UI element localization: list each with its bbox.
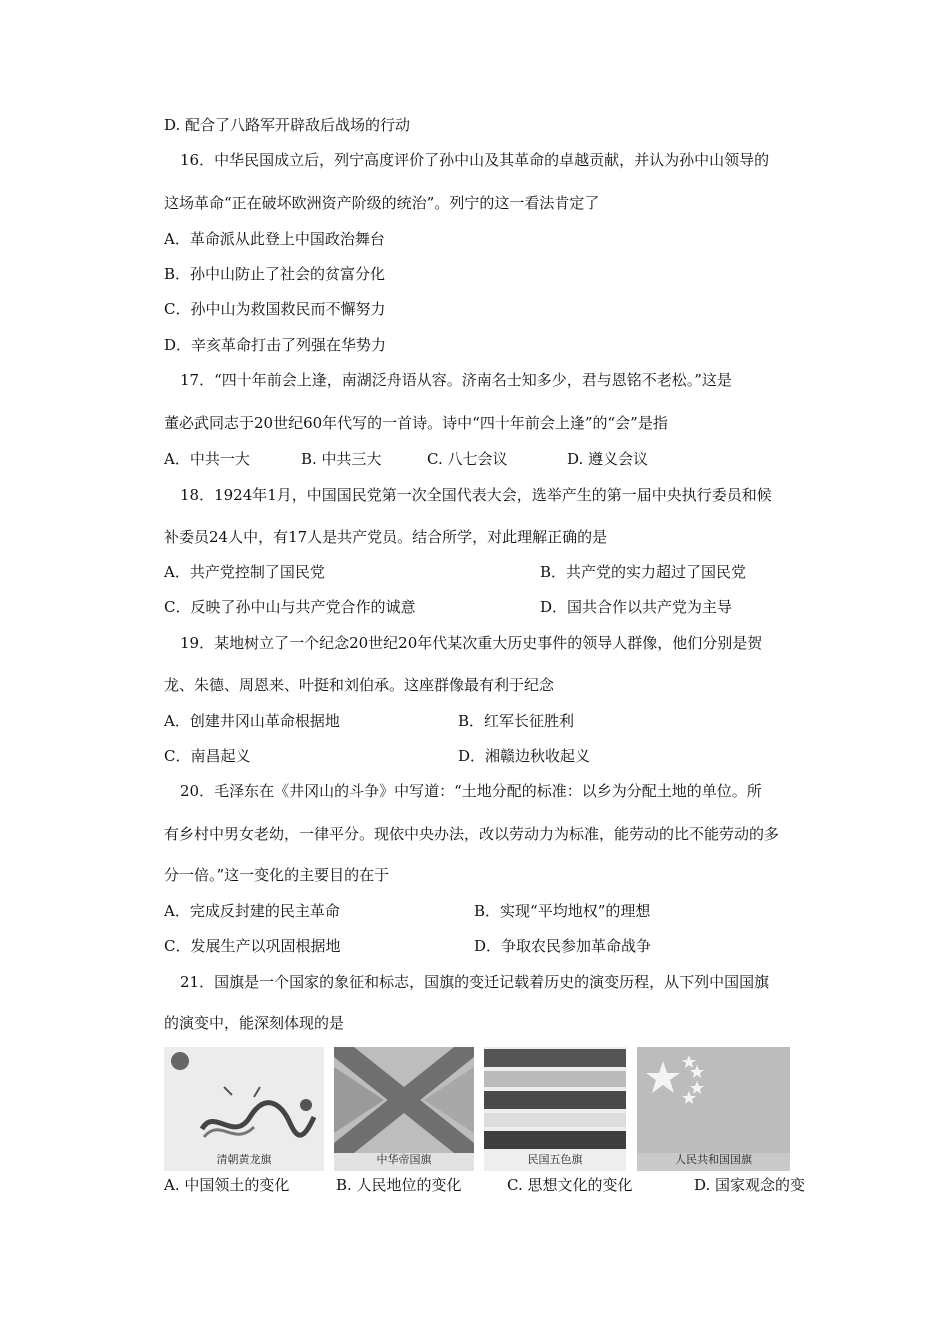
q16-stem-line-2: 这场革命“正在破坏欧洲资产阶级的统治”。列宁的这一看法肯定了 <box>164 194 600 212</box>
q15-option-d: D. 配合了八路军开辟敌后战场的行动 <box>164 116 411 134</box>
q17-option-a: A．中共一大 <box>164 450 250 468</box>
q20-option-d: D．争取农民参加革命战争 <box>474 937 652 955</box>
q18-option-c: C．反映了孙中山与共产党合作的诚意 <box>164 598 416 616</box>
flag-caption-qing: 清朝黄龙旗 <box>216 1153 272 1166</box>
five-color-flag <box>484 1047 626 1171</box>
q19-stem-line-1: 19．某地树立了一个纪念20世纪20年代某次重大历史事件的领导人群像，他们分别是贺 <box>180 634 763 652</box>
q21-option-a: A. 中国领土的变化 <box>164 1176 290 1194</box>
q16-option-d: D．辛亥革命打击了列强在华势力 <box>164 336 387 354</box>
q20-option-c: C．发展生产以巩固根据地 <box>164 937 341 955</box>
q21-option-d: D. 国家观念的变 <box>694 1176 806 1194</box>
q17-option-c: C. 八七会议 <box>427 450 508 468</box>
q21-option-c: C. 思想文化的变化 <box>507 1176 633 1194</box>
q17-stem-line-1: 17．“四十年前会上逢，南湖泛舟语从容。济南名士知多少，君与恩铭不老松。”这是 <box>180 371 732 389</box>
q19-option-d: D．湘赣边秋收起义 <box>458 747 591 765</box>
q17-stem-line-2: 董必武同志于20世纪60年代写的一首诗。诗中“四十年前会上逢”的“会”是指 <box>164 414 668 432</box>
flag-caption-prc: 人民共和国国旗 <box>675 1153 752 1166</box>
prc-flag <box>637 1047 790 1171</box>
q21-option-b: B. 人民地位的变化 <box>336 1176 462 1194</box>
q21-stem-line-2: 的演变中，能深刻体现的是 <box>164 1014 345 1032</box>
q16-option-a: A．革命派从此登上中国政治舞台 <box>164 230 385 248</box>
q17-option-b: B. 中共三大 <box>301 450 382 468</box>
q19-stem-line-2: 龙、朱德、周恩来、叶挺和刘伯承。这座群像最有利于纪念 <box>164 676 555 694</box>
q19-option-b: B．红军长征胜利 <box>458 712 575 730</box>
q17-option-d: D. 遵义会议 <box>567 450 649 468</box>
empire-flag <box>334 1047 474 1171</box>
q16-option-b: B．孙中山防止了社会的贫富分化 <box>164 265 386 283</box>
flag-images <box>164 1047 790 1171</box>
q18-option-d: D．国共合作以共产党为主导 <box>540 598 733 616</box>
q20-stem-line-3: 分一倍。”这一变化的主要目的在于 <box>164 866 390 884</box>
q20-stem-line-2: 有乡村中男女老幼，一律平分。现依中央办法，改以劳动力为标准，能劳动的比不能劳动的多 <box>164 825 780 843</box>
flag-caption-empire: 中华帝国旗 <box>376 1153 432 1166</box>
qing-dragon-flag <box>164 1047 324 1171</box>
q16-stem-line-1: 16．中华民国成立后，列宁高度评价了孙中山及其革命的卓越贡献，并认为孙中山领导的 <box>180 151 770 169</box>
q21-stem-line-1: 21．国旗是一个国家的象征和标志，国旗的变迁记载着历史的演变历程，从下列中国国旗 <box>180 973 770 991</box>
q18-option-a: A．共产党控制了国民党 <box>164 563 325 581</box>
q20-option-b: B．实现“平均地权”的理想 <box>474 902 651 920</box>
q20-stem-line-1: 20．毛泽东在《井冈山的斗争》中写道：“土地分配的标准：以乡为分配土地的单位。所 <box>180 782 762 800</box>
q18-stem-line-1: 18．1924年1月，中国国民党第一次全国代表大会，选举产生的第一届中央执行委员和候 <box>180 486 772 504</box>
q16-option-c: C．孙中山为救国救民而不懈努力 <box>164 300 386 318</box>
flag-caption-republic: 民国五色旗 <box>527 1153 583 1166</box>
q19-option-a: A．创建井冈山革命根据地 <box>164 712 340 730</box>
q20-option-a: A．完成反封建的民主革命 <box>164 902 340 920</box>
q18-stem-line-2: 补委员24人中，有17人是共产党员。结合所学，对此理解正确的是 <box>164 528 608 546</box>
q18-option-b: B．共产党的实力超过了国民党 <box>540 563 747 581</box>
q19-option-c: C．南昌起义 <box>164 747 251 765</box>
